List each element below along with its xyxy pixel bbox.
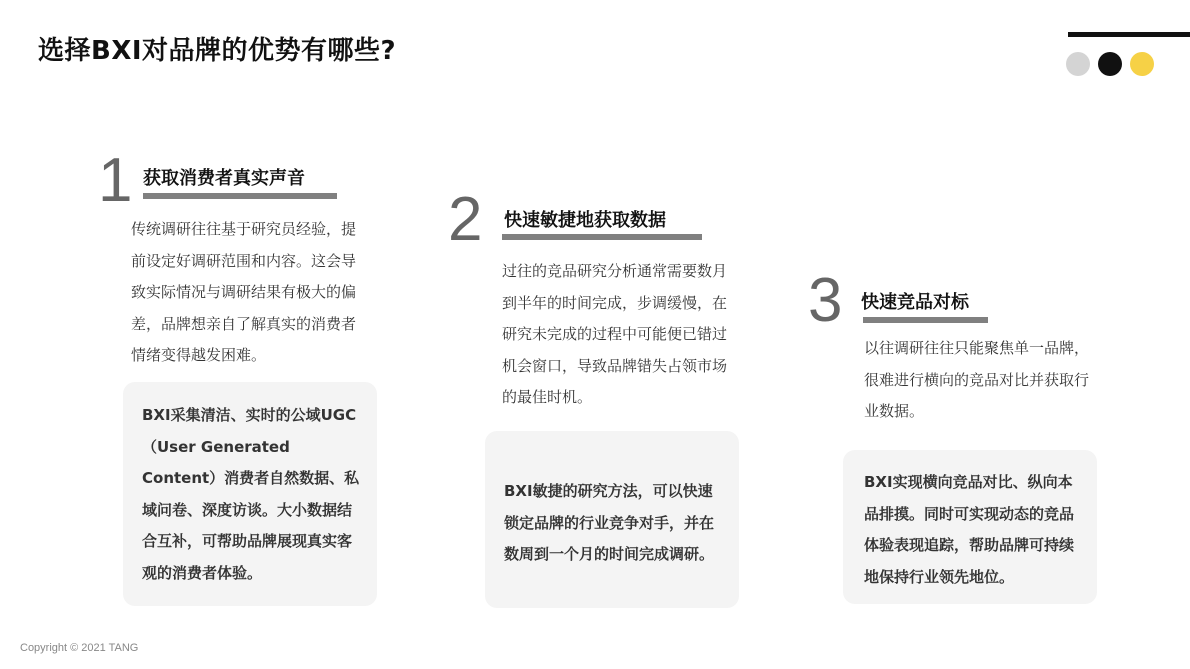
section-3-description: 以往调研往往只能聚焦单一品牌，很难进行横向的竞品对比并获取行业数据。	[864, 339, 1090, 420]
section-3-title: 快速竞品对标	[861, 292, 969, 313]
page-title: 选择BXI对品牌的优势有哪些?	[38, 36, 397, 66]
section-2-number: 2	[448, 185, 483, 254]
section-1-description: 传统调研往往基于研究员经验，提前设定好调研范围和内容。这会导致实际情况与调研结果有极大的偏差，品牌想亲自了解真实的消费者情绪变得越发困难。	[131, 220, 357, 364]
section-3-highlight-text: BXI实现横向竞品对比、纵向本品排摸。同时可实现动态的竞品体验表现追踪，帮助品牌可持续地保持行业领先地位。	[864, 473, 1075, 586]
black-dot-icon	[1098, 52, 1122, 76]
section-3-number: 3	[808, 266, 843, 335]
section-2-underline	[502, 234, 702, 240]
section-3-underline	[863, 317, 988, 323]
section-2-title: 快速敏捷地获取数据	[504, 210, 666, 231]
yellow-dot-icon	[1130, 52, 1154, 76]
copyright-footer: Copyright © 2021 TANG	[20, 642, 139, 654]
gray-dot-icon	[1066, 52, 1090, 76]
section-1-title: 获取消费者真实声音	[143, 168, 305, 189]
section-1-underline	[143, 193, 337, 199]
section-1-number: 1	[98, 146, 133, 215]
section-1-highlight-text: BXI采集清洁、实时的公域UGC（User Generated Content）消费者自然数据、私域问卷、深度访谈。大小数据结合互补，可帮助品牌展现真实客观的消费者体验。	[142, 406, 360, 582]
section-2-highlight-text: BXI敏捷的研究方法，可以快速锁定品牌的行业竞争对手，并在数周到一个月的时间完成调研。	[504, 482, 715, 563]
section-2-description: 过往的竞品研究分析通常需要数月到半年的时间完成，步调缓慢，在研究未完成的过程中可能便已错过机会窗口，导致品牌错失占领市场的最佳时机。	[502, 262, 728, 406]
decorative-top-bar	[1068, 32, 1190, 37]
